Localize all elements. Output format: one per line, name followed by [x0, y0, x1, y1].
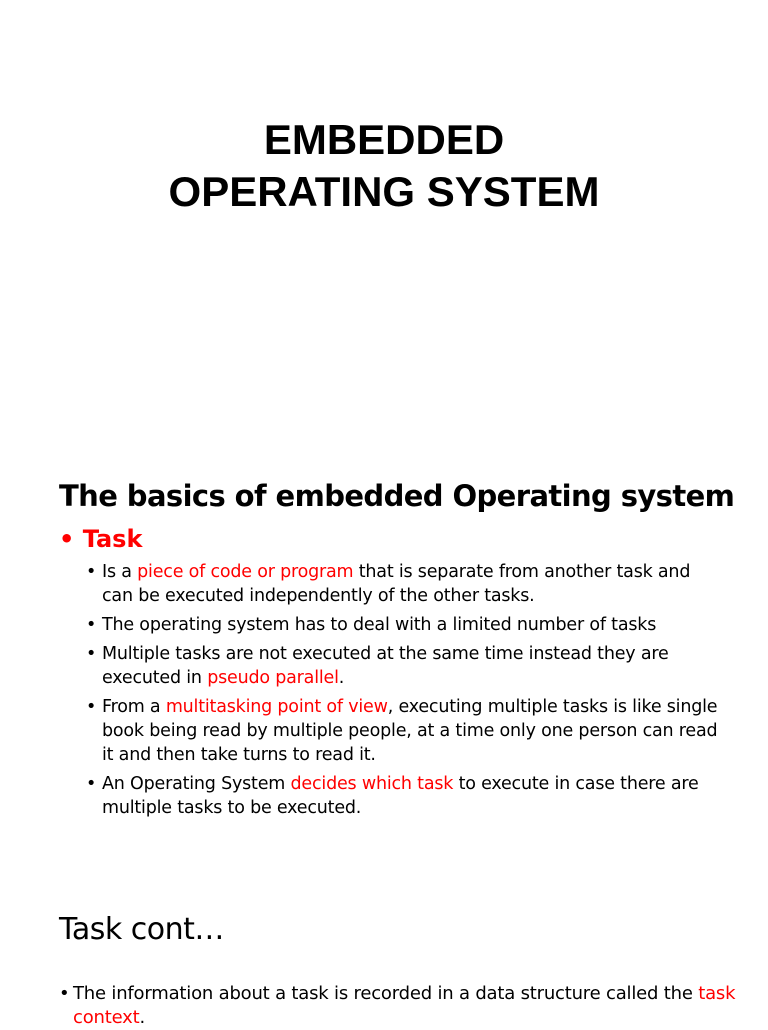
- item-highlight: piece of code or program: [137, 562, 354, 582]
- item-text-end: to execute in case there are multiple tasks to be executed.: [102, 774, 699, 818]
- item-text: An Operating System: [102, 774, 291, 794]
- item-text: From a: [102, 697, 166, 717]
- task-details-list: [86, 560, 726, 825]
- slide-heading: Task cont…: [59, 912, 224, 947]
- title-line-1: EMBEDDED: [263, 116, 505, 163]
- bullet-glyph: •: [86, 644, 97, 664]
- slide-title: [0, 114, 768, 218]
- task-cont-slide: [0, 896, 768, 1028]
- item-text: The operating system has to deal with a limited number of tasks: [102, 615, 657, 635]
- list-item: [86, 695, 726, 767]
- item-text-end: .: [338, 668, 345, 688]
- bullet-glyph: •: [86, 562, 97, 582]
- list-item: [86, 560, 726, 608]
- item-highlight: decides which task: [290, 774, 454, 794]
- basics-slide: [0, 448, 768, 880]
- list-item: [86, 772, 726, 820]
- title-line-2: OPERATING SYSTEM: [168, 168, 600, 215]
- item-text-end: that is separate from another task and can be executed independently of the other tasks.: [102, 562, 691, 606]
- item-highlight: pseudo parallel: [207, 668, 339, 688]
- item-text: The information about a task is recorded in a data structure called the: [73, 983, 699, 1004]
- task-label: Task: [82, 525, 143, 553]
- list-item: [86, 613, 726, 637]
- bullet-glyph: •: [86, 697, 97, 717]
- item-text-end: , executing multiple tasks is like single book being read by multiple people, at a time only one person can read it and then take turns to read it.: [102, 697, 718, 765]
- bullet-glyph: •: [59, 983, 70, 1004]
- task-bullet: [59, 524, 142, 554]
- item-highlight: multitasking point of view: [165, 697, 388, 717]
- bullet-glyph: •: [86, 615, 97, 635]
- item-text: Is a: [102, 562, 138, 582]
- item-text-end: .: [139, 1007, 145, 1028]
- bullet-glyph: •: [86, 774, 97, 794]
- item-text: Multiple tasks are not executed at the same time instead they are executed in: [102, 644, 669, 688]
- item-highlight: task context: [73, 983, 736, 1028]
- bullet-glyph: •: [59, 525, 75, 553]
- list-item: [59, 982, 739, 1030]
- title-slide: [0, 0, 768, 432]
- list-item: [86, 642, 726, 690]
- task-cont-list: [59, 982, 739, 1030]
- slide-heading: The basics of embedded Operating system: [59, 479, 735, 513]
